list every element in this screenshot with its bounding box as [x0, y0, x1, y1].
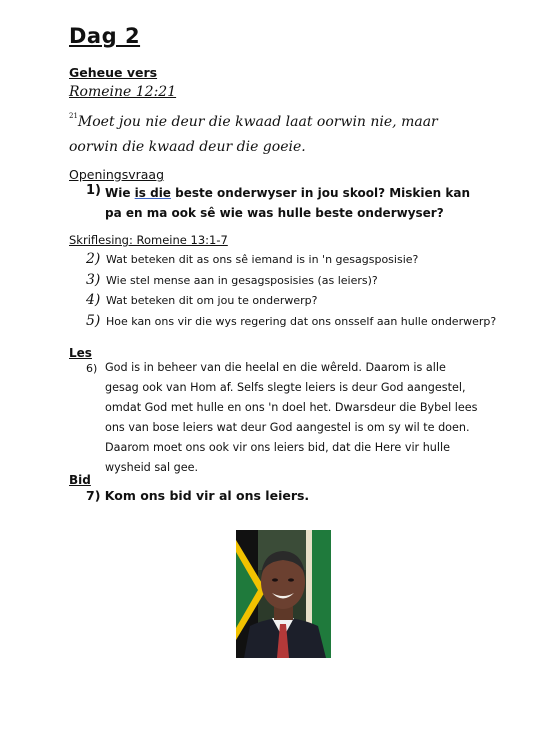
question-part-2: beste onderwyser in jou skool? Miskien kan pa en ma ook sê wie was hulle beste onderwyser?: [105, 186, 470, 220]
portrait-photo: [236, 530, 331, 658]
opening-question-number: 1): [86, 183, 101, 198]
reading-question: [86, 313, 496, 329]
verse-body: Moet jou nie deur die kwaad laat oorwin nie, maar oorwin die kwaad deur die goeie.: [69, 114, 438, 155]
reading-question: [86, 251, 418, 267]
question-text: Wat beteken dit om jou te onderwerp?: [106, 294, 318, 307]
question-number: 2): [86, 251, 101, 267]
question-text: Wie stel mense aan in gesagsposisies (as leiers)?: [106, 274, 378, 287]
opening-question-text: [105, 183, 485, 223]
question-number: 3): [86, 272, 101, 288]
portrait-illustration: [236, 530, 331, 658]
reading-question: [86, 272, 378, 288]
question-underlined: is die: [134, 186, 171, 200]
question-number: 5): [86, 313, 101, 329]
question-text: Hoe kan ons vir die wys regering dat ons onsself aan hulle onderwerp?: [106, 315, 497, 328]
reading-question: [86, 292, 317, 308]
question-text: Wat beteken dit as ons sê iemand is in 'n gesagsposisie?: [106, 253, 419, 266]
opening-question-heading: Openingsvraag: [69, 167, 165, 182]
verse-number: 21: [69, 112, 78, 120]
lesson-number: 6): [86, 362, 98, 375]
lesson-heading: Les: [69, 346, 92, 360]
question-part-1: Wie: [105, 186, 135, 200]
memory-verse-heading: Geheue vers: [69, 65, 158, 80]
pray-heading: Bid: [69, 473, 91, 487]
scripture-reading-heading: Skriflesing: Romeine 13:1-7: [69, 233, 228, 247]
memory-verse-text: [69, 104, 479, 160]
question-number: 4): [86, 292, 101, 308]
lesson-text: God is in beheer van die heelal en die wêreld. Daarom is alle gesag ook van Hom af. Selfs slegte leiers is deur God aangestel, omdat God met hulle en ons 'n doel het. Dwarsdeur die Bybel lees ons van bose leiers wat deur God aangestel is om sy wil te doen. Daarom moet ons ook vir ons leiers bid, dat die Here vir hulle wysheid sal gee.: [105, 361, 478, 474]
memory-verse-reference: Romeine 12:21: [69, 84, 177, 100]
page-title: Dag 2: [69, 24, 141, 48]
pray-text: 7) Kom ons bid vir al ons leiers.: [86, 488, 310, 503]
